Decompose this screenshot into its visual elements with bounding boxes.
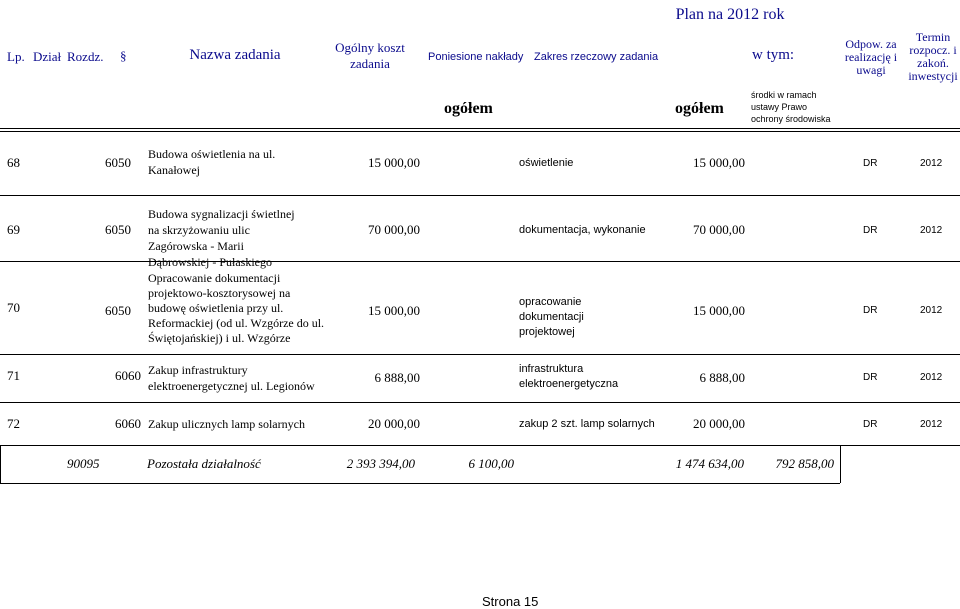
header-lp: Lp. [7,49,25,64]
row-71-termin: 2012 [920,372,943,383]
row-68-lp: 68 [7,155,20,170]
row-69-lp: 69 [7,222,20,237]
header-ogolem-plan: ogółem [675,100,724,117]
rule-row-68 [0,195,960,196]
row-68-zakres: oświetlenie [519,157,574,169]
row-70-odpow: DR [863,305,878,316]
rule-header-bottom [0,128,960,129]
row-69-nazwa: Budowa sygnalizacji świetlnej na skrzyżowaniu ulic Zagórowska - Marii Dąbrowskiej - Pułaskiego [148,207,295,269]
header-srodki: środki w ramach ustawy Prawo ochrony środowiska [751,90,831,124]
row-68-rozdz: 6050 [105,155,131,170]
row-72-ogolem: 20 000,00 [693,416,745,431]
row-70-rozdz: 6050 [105,303,131,318]
row-70-nazwa: Opracowanie dokumentacji projektowo-kosztorysowej na budowę oświetlenia przy ul. Reformackiej (od ul. Wzgórze do ul. Świętojańskiej) i ul. Wzgórze [148,271,325,345]
row-71-rozdz: 6060 [115,368,141,383]
row-72-koszt: 20 000,00 [368,416,420,431]
plan-title: Plan na 2012 rok [675,6,785,23]
row-70-koszt: 15 000,00 [368,303,420,318]
row-68-termin: 2012 [920,158,943,169]
row-69-rozdz: 6050 [105,222,131,237]
header-dzial: Dział [33,49,62,64]
row-68-odpow: DR [863,158,878,169]
row-69-termin: 2012 [920,225,943,236]
rule-row-69 [0,261,960,262]
header-termin: Termin rozpocz. i zakoń. inwestycji [908,30,958,83]
header-poniesione-naklady: Poniesione nakłady [428,51,524,63]
row-69-zakres: dokumentacja, wykonanie [519,224,646,236]
summary-poniesione: 6 100,00 [468,456,514,471]
row-72-rozdz: 6060 [115,416,141,431]
rule-summary-left [0,445,1,483]
header-ogolny-koszt: Ogólny koszt zadania [335,40,405,71]
row-72-termin: 2012 [920,419,943,430]
row-71-zakres: infrastruktura elektroenergetyczna [519,363,619,390]
header-nazwa-zadania: Nazwa zadania [189,47,281,63]
summary-srodki: 792 858,00 [775,456,834,471]
rule-row-70 [0,354,960,355]
rule-header-bottom-2 [0,131,960,132]
row-70-ogolem: 15 000,00 [693,303,745,318]
header-paragraph: § [120,48,127,63]
row-68-nazwa: Budowa oświetlenia na ul. Kanałowej [148,147,276,177]
row-72-lp: 72 [7,416,20,431]
header-w-tym: w tym: [752,47,795,63]
row-72-odpow: DR [863,419,878,430]
rule-row-72 [0,445,960,446]
page-number: Strona 15 [482,594,539,609]
row-70-termin: 2012 [920,305,943,316]
row-71-ogolem: 6 888,00 [699,370,745,385]
row-69-odpow: DR [863,225,878,236]
header-rozdz: Rozdz. [67,49,104,64]
header-zakres: Zakres rzeczowy zadania [534,51,659,63]
summary-ogolem: 1 474 634,00 [675,456,744,471]
row-68-koszt: 15 000,00 [368,155,420,170]
row-70-lp: 70 [7,300,20,315]
header-odpowiedzialny: Odpow. za realizację i uwagi [844,37,898,77]
summary-koszt: 2 393 394,00 [346,456,415,471]
rule-row-71 [0,402,960,403]
row-72-nazwa: Zakup ulicznych lamp solarnych [148,417,305,431]
row-70-zakres: opracowanie dokumentacji projektowej [519,296,584,338]
header-ogolem-poniesione: ogółem [444,100,493,117]
row-71-nazwa: Zakup infrastruktury elektroenergetycznej ul. Legionów [148,363,315,393]
row-68-ogolem: 15 000,00 [693,155,745,170]
row-69-koszt: 70 000,00 [368,222,420,237]
rule-summary-bottom [0,483,840,484]
summary-name: Pozostała działalność [147,456,261,471]
row-69-ogolem: 70 000,00 [693,222,745,237]
row-71-lp: 71 [7,368,20,383]
row-72-zakres: zakup 2 szt. lamp solarnych [519,418,655,430]
row-71-koszt: 6 888,00 [374,370,420,385]
row-71-odpow: DR [863,372,878,383]
rule-summary-right [840,445,841,483]
summary-code: 90095 [67,456,100,471]
